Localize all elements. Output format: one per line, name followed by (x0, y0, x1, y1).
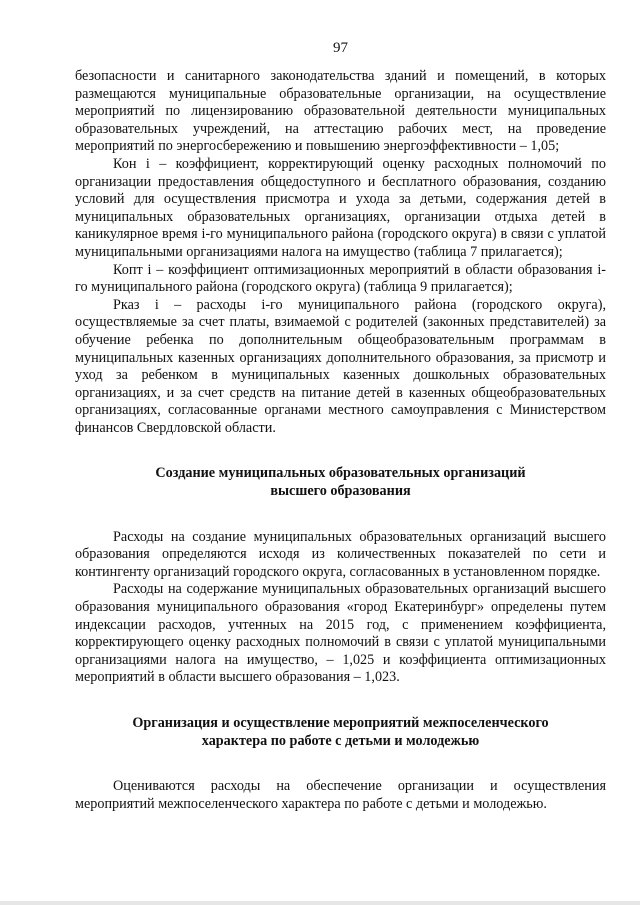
heading-line: Создание муниципальных образовательных организаций (155, 465, 526, 482)
paragraph-kopt-coefficient: Копт i – коэффициент оптимизационных мероприятий в области образования i-го муниципального района (городского округа) (таблица 9 прилагается); (75, 261, 606, 296)
paragraph-creation-expenses: Расходы на создание муниципальных образовательных организаций высшего образования определяются исходя из количественных показателей по сети и контингенту организаций городского округа, согласованных в установленном порядке. (75, 528, 606, 580)
paragraph-maintenance-expenses: Расходы на содержание муниципальных образовательных организаций высшего образования муниципального образования «город Екатеринбург» определены путем индексации расходов, учтенных на 2015 год, с применением коэффициента, корректирующего оценку расходных полномочий в связи с уплатой муниципальными организациями налога на имущество, – 1,025 и коэффициента оптимизационных мероприятий в области высшего образования – 1,023. (75, 581, 606, 686)
paragraph-kon-coefficient: Кон i – коэффициент, корректирующий оценку расходных полномочий по организации предоставления общедоступного и бесплатного образования, созданию условий для осуществления присмотра и ухода за детьми, содержания детей в муниципальных образовательных организациях, организации отдыха детей в каникулярное время i-го муниципального района (городского округа) в связи с уплатой муниципальными организациями налога на имущество (таблица 7 прилагается); (75, 155, 606, 260)
heading-line: Организация и осуществление мероприятий межпоселенческого (132, 715, 549, 731)
heading-line: высшего образования (270, 483, 411, 500)
top-text-block (75, 68, 606, 437)
paragraph-rkaz-expenses: Рказ i – расходы i-го муниципального района (городского округа), осуществляемые за счет платы, взимаемой с родителей (законных представителей) за обучение ребенка по дополнительным общеобразовательным программам в муниципальных казенных организациях дополнительного образования, за присмотр и уход за ребенком в муниципальных казенных дошкольных образовательных организациях, и за счет средств на питание детей в казенных общеобразовательных организациях, согласованные органами местного самоуправления с Министерством финансов Свердловской области. (75, 296, 606, 436)
page-number: 97 (333, 40, 348, 56)
section-higher-education-body (75, 529, 606, 687)
section-youth-work-body (75, 778, 606, 813)
paragraph-continuation: безопасности и санитарного законодательства зданий и помещений, в которых размещаются муниципальные образовательные организации, на осуществление мероприятий по лицензированию образовательной деятельности муниципальных образовательных учреждений, на аттестацию рабочих мест, на проведение мероприятий по энергосбережению и повышению энергоэффективности – 1,05; (75, 68, 606, 155)
heading-line: характера по работе с детьми и молодежью (201, 732, 480, 749)
section-heading-higher-education (75, 465, 606, 500)
section-heading-youth-work (75, 715, 606, 750)
paragraph-youth-expenses: Оцениваются расходы на обеспечение организации и осуществления мероприятий межпоселенческого характера по работе с детьми и молодежью. (75, 778, 606, 812)
scan-bottom-edge (0, 901, 640, 905)
